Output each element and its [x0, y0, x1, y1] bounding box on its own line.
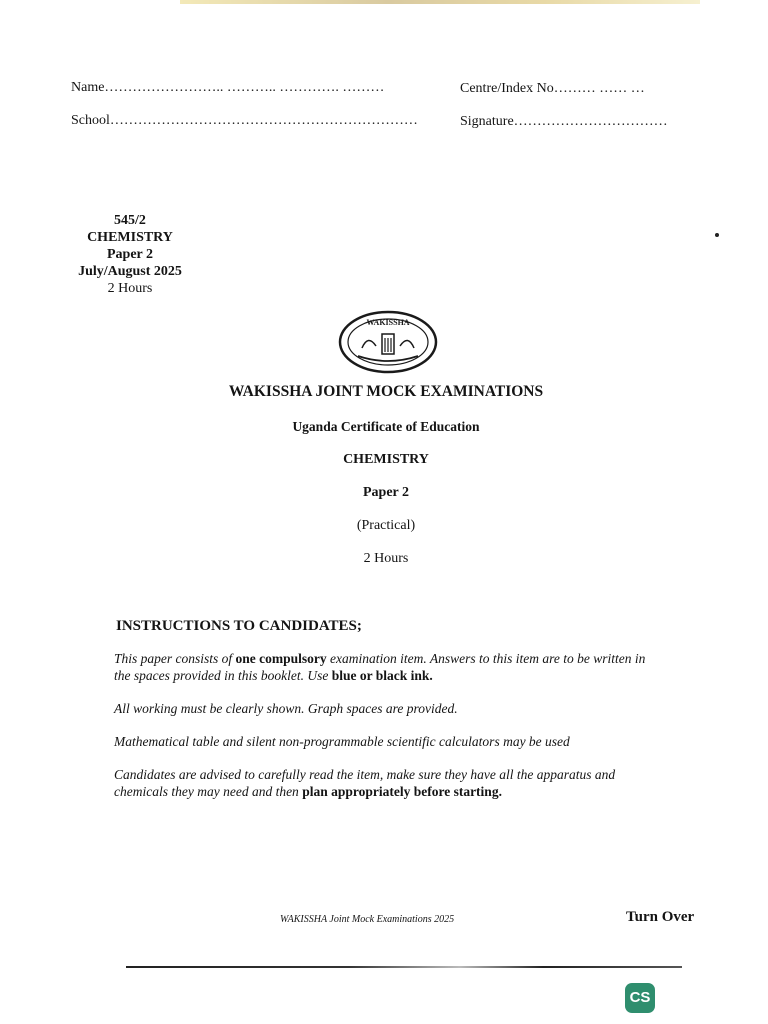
- name-field: Name…………………….. ……….. …………. ………: [71, 80, 385, 95]
- logo-text: WAKISSHA: [366, 318, 410, 327]
- title-duration: 2 Hours: [363, 551, 409, 566]
- instruction-paragraph-4: [114, 766, 654, 800]
- instruction-1-part-a: This paper consists of: [114, 651, 236, 666]
- instruction-paragraph-2: All working must be clearly shown. Graph spaces are provided.: [114, 701, 458, 716]
- paper-code-block: [60, 212, 200, 297]
- instruction-1-part-b: one compulsory: [235, 651, 327, 666]
- camscanner-badge: CS: [625, 983, 655, 1013]
- footer-exam-name: WAKISSHA Joint Mock Examinations 2025: [280, 914, 455, 925]
- instruction-1-part-c: examination item. Answers to this item are to be written in the spaces provided in this booklet. Use: [114, 651, 646, 683]
- centre-index-field: Centre/Index No……… …… …: [460, 81, 645, 96]
- instruction-1-part-d: blue or black ink.: [331, 668, 433, 683]
- paper-subject: CHEMISTRY: [87, 230, 173, 245]
- scan-speck: [715, 233, 719, 237]
- title-subject: CHEMISTRY: [343, 452, 429, 467]
- title-practical: (Practical): [356, 518, 416, 533]
- paper-duration: 2 Hours: [107, 281, 153, 296]
- instructions-heading: INSTRUCTIONS TO CANDIDATES;: [116, 618, 362, 634]
- instruction-4-part-a: Candidates are advised to carefully read the item, make sure they have all the apparatus and chemicals they may need and then: [114, 767, 616, 799]
- school-field: School…………………………………………………………: [71, 113, 418, 128]
- paper-number: Paper 2: [106, 247, 153, 262]
- signature-field: Signature……………………………: [460, 114, 668, 129]
- wakissha-logo-seal: [338, 310, 438, 374]
- exam-name: WAKISSHA JOINT MOCK EXAMINATIONS: [228, 383, 544, 400]
- turn-over-label: Turn Over: [626, 909, 695, 925]
- certificate-name: Uganda Certificate of Education: [292, 419, 480, 434]
- paper-session: July/August 2025: [78, 264, 182, 279]
- instruction-4-part-b: plan appropriately before starting.: [302, 784, 502, 799]
- instruction-paragraph-1: [114, 650, 654, 684]
- instruction-paragraph-3: Mathematical table and silent non-programmable scientific calculators may be used: [114, 734, 570, 749]
- paper-code: 545/2: [114, 213, 146, 228]
- bottom-rule: [126, 966, 682, 968]
- title-paper: Paper 2: [362, 485, 409, 500]
- scan-edge-strip: [180, 0, 700, 4]
